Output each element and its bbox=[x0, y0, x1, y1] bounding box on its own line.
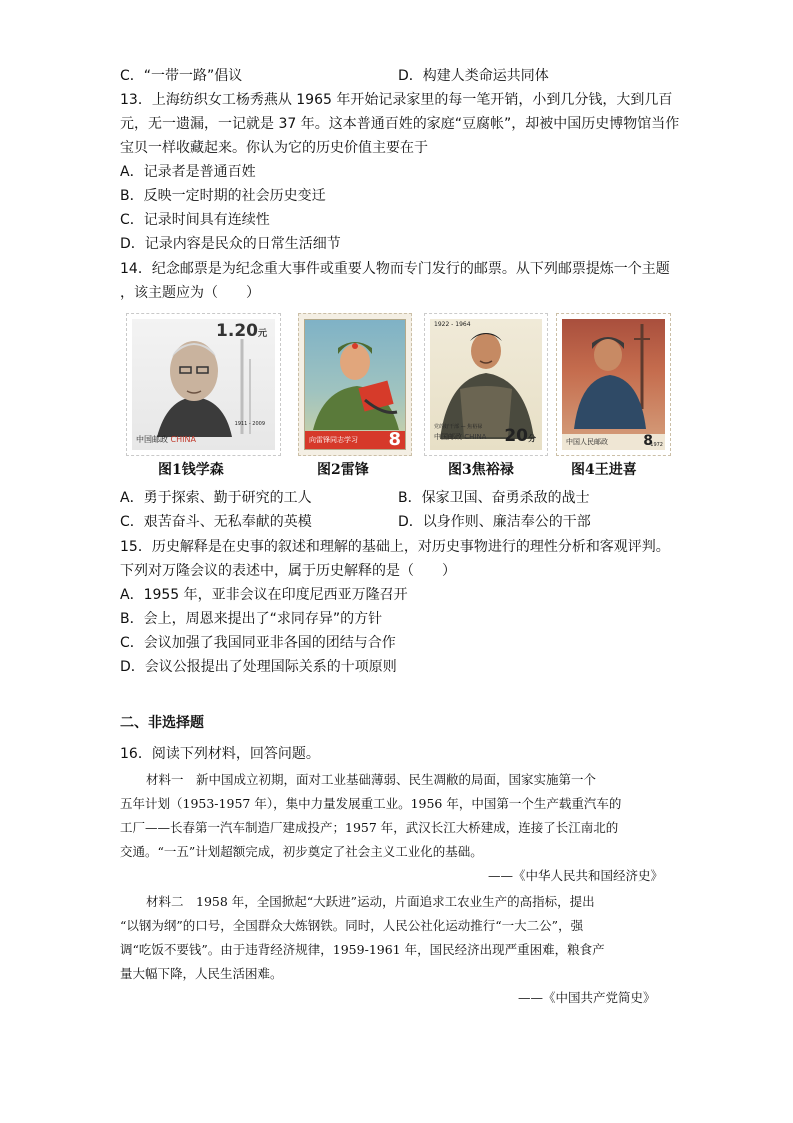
stamp-caption-4: 图4王进喜 bbox=[571, 462, 637, 478]
stamp-lei-feng bbox=[298, 313, 412, 456]
q13-stem-line1: 13．上海纺织女工杨秀燕从 1965 年开始记录家里的每一笔开销，小到几分钱，大到几百 bbox=[120, 92, 673, 108]
q13-option-d: D．记录内容是民众的日常生活细节 bbox=[120, 236, 341, 252]
q15-stem-line2: 下列对万隆会议的表述中，属于历史解释的是（ ） bbox=[120, 563, 456, 579]
stamp-years: 1972 bbox=[650, 442, 663, 448]
q15-option-a: A．1955 年，亚非会议在印度尼西亚万隆召开 bbox=[120, 587, 408, 603]
q14-stem-line1: 14．纪念邮票是为纪念重大事件或重要人物而专门发行的邮票。从下列邮票提炼一个主题 bbox=[120, 261, 670, 277]
stamp-caption-3: 图3焦裕禄 bbox=[448, 462, 514, 478]
q14-option-a: A．勇于探索、勤于研究的工人 bbox=[120, 490, 312, 506]
q13-stem-line3: 宝贝一样收藏起来。你认为它的历史价值主要在于 bbox=[120, 140, 428, 156]
q16-material2-line3: 调“吃饭不要钱”。由于违背经济规律，1959-1961 年，国民经济出现严重困难，粮食产 bbox=[120, 942, 605, 957]
q16-material1-line2: 五年计划（1953-1957 年），集中力量发展重工业。1956 年，中国第一个生产载重汽车的 bbox=[120, 796, 622, 811]
q14-option-b: B．保家卫国、奋勇杀敌的战士 bbox=[398, 490, 590, 506]
q16-source2: ——《中国共产党简史》 bbox=[518, 990, 656, 1005]
q14-option-d: D．以身作则、廉洁奉公的干部 bbox=[398, 514, 591, 530]
stamp-country: 中国邮政 CHINA bbox=[136, 435, 196, 444]
q15-option-d: D．会议公报提出了处理国际关系的十项原则 bbox=[120, 659, 397, 675]
q16-material1-line4: 交通。“一五”计划超额完成，初步奠定了社会主义工业化的基础。 bbox=[120, 844, 483, 859]
stamp-caption-2: 图2雷锋 bbox=[317, 462, 369, 478]
stamp-caption-1: 图1钱学森 bbox=[158, 462, 224, 478]
q14-stem-line2: ，该主题应为（ ） bbox=[120, 285, 260, 301]
stamp-years: 1911 - 2009 bbox=[234, 421, 265, 427]
q13-stem-line2: 元，无一遗漏，一记就是 37 年。这本普通百姓的家庭“豆腐帐”，却被中国历史博物馆当作 bbox=[120, 116, 680, 132]
q16-material2-line2: “以钢为纲”的口号，全国群众大炼钢铁。同时，人民公社化运动推行“一大二公”，强 bbox=[120, 918, 584, 933]
q16-source1: ——《中华人民共和国经济史》 bbox=[488, 868, 664, 883]
q16-material1-line3: 工厂——长春第一汽车制造厂建成投产；1957 年，武汉长江大桥建成，连接了长江南北的 bbox=[120, 820, 619, 835]
q14-option-c: C．艰苦奋斗、无私奉献的英模 bbox=[120, 514, 312, 530]
stamp-jiao-yulu bbox=[424, 313, 548, 456]
q13-option-c: C．记录时间具有连续性 bbox=[120, 212, 270, 228]
q16-material2-line4: 量大幅下降，人民生活困难。 bbox=[120, 966, 283, 981]
stamp-subtitle: 党的好干部 — 焦裕禄 bbox=[434, 424, 483, 430]
stamp-banner: 中国人民邮政 8 bbox=[562, 434, 665, 450]
q13-option-b: B．反映一定时期的社会历史变迁 bbox=[120, 188, 326, 204]
stamp-topnote: 1922 - 1964 bbox=[434, 321, 471, 328]
stamp-country: 中国邮政 CHINA bbox=[434, 433, 487, 441]
q15-option-b: B．会上，周恩来提出了“求同存异”的方针 bbox=[120, 611, 383, 627]
q16-material1-line1: 材料一 新中国成立初期，面对工业基础薄弱、民生凋敝的局面，国家实施第一个 bbox=[146, 772, 597, 787]
stamp-denomination: 20分 bbox=[504, 426, 536, 446]
q16-intro: 16．阅读下列材料，回答问题。 bbox=[120, 746, 320, 762]
q13-option-a: A．记录者是普通百姓 bbox=[120, 164, 256, 180]
section-title: 二、非选择题 bbox=[120, 715, 204, 731]
stamp-banner: 向雷锋同志学习 8 bbox=[305, 431, 405, 449]
stamp-wang-jinxi bbox=[556, 313, 671, 456]
q16-material2-line1: 材料二 1958 年，全国掀起“大跃进”运动，片面追求工农业生产的高指标，提出 bbox=[146, 894, 595, 909]
wang-jinxi-portrait bbox=[562, 319, 665, 450]
stamp-denomination: 1.20元 bbox=[216, 321, 267, 341]
q15-stem-line1: 15．历史解释是在史事的叙述和理解的基础上，对历史事物进行的理性分析和客观评判。 bbox=[120, 539, 670, 555]
q15-option-c: C．会议加强了我国同亚非各国的团结与合作 bbox=[120, 635, 396, 651]
q12-option-c: C．“一带一路”倡议 bbox=[120, 68, 243, 84]
q12-option-d: D．构建人类命运共同体 bbox=[398, 68, 549, 84]
stamp-qian-xuesen bbox=[126, 313, 281, 456]
